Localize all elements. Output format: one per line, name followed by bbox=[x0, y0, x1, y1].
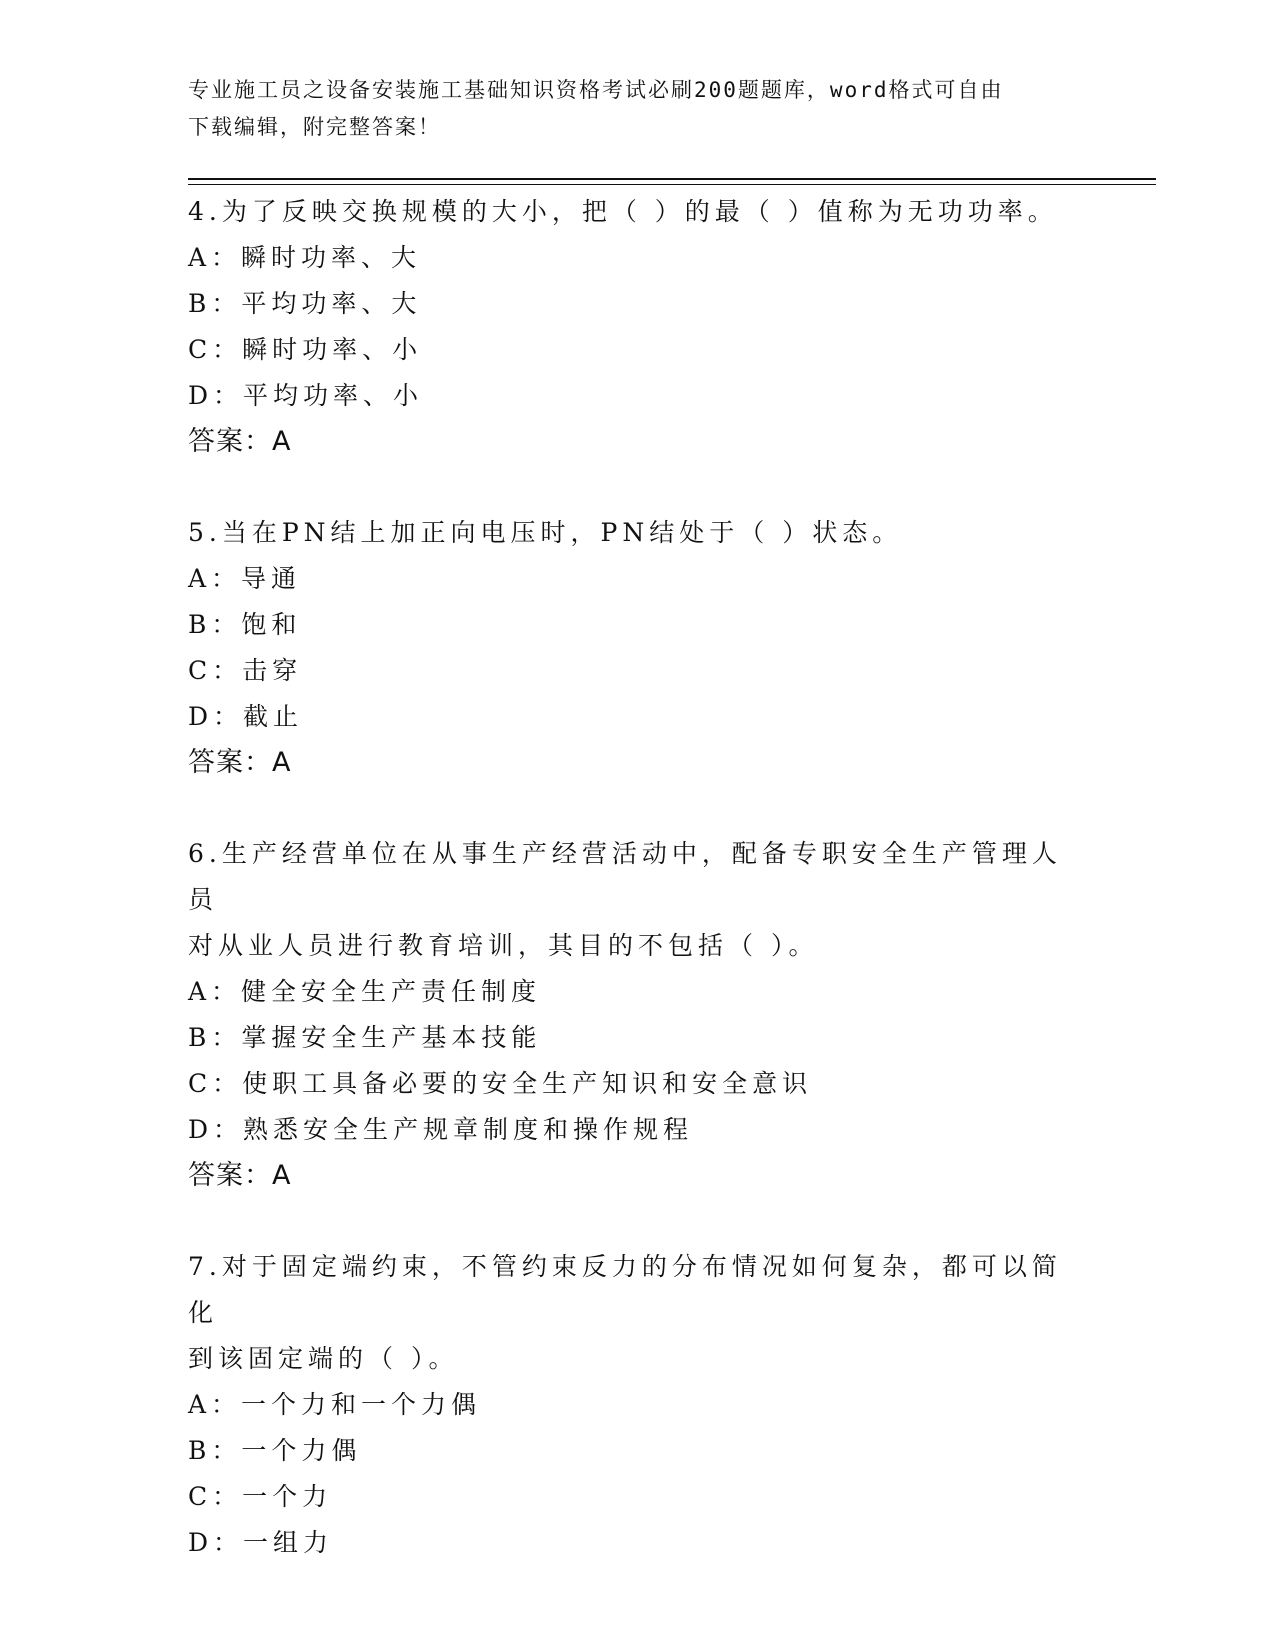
option-b: B：饱和 bbox=[188, 610, 302, 639]
header-divider-thick bbox=[188, 178, 1156, 180]
header-line-2: 下载编辑，附完整答案！ bbox=[188, 115, 441, 139]
document-header bbox=[188, 72, 1068, 146]
question-text: 5.当在PN结上加正向电压时，PN结处于（ ）状态。 bbox=[188, 518, 903, 547]
option-d: D：熟悉安全生产规章制度和操作规程 bbox=[188, 1115, 694, 1144]
option-c: C：一个力 bbox=[188, 1482, 333, 1511]
question-6 bbox=[188, 831, 1088, 1199]
question-4 bbox=[188, 189, 1088, 465]
option-a: A：健全安全生产责任制度 bbox=[188, 977, 542, 1006]
header-line-1: 专业施工员之设备安装施工基础知识资格考试必刷200题题库，word格式可自由 bbox=[188, 78, 1004, 102]
option-a: A：瞬时功率、大 bbox=[188, 243, 422, 272]
option-c: C：使职工具备必要的安全生产知识和安全意识 bbox=[188, 1069, 813, 1098]
answer: 答案：A bbox=[188, 1160, 292, 1191]
question-text-line-1: 7.对于固定端约束，不管约束反力的分布情况如何复杂，都可以简化 bbox=[188, 1252, 1062, 1327]
option-a: A：一个力和一个力偶 bbox=[188, 1390, 482, 1419]
question-5 bbox=[188, 510, 1088, 786]
option-b: B：掌握安全生产基本技能 bbox=[188, 1023, 542, 1052]
option-b: B：一个力偶 bbox=[188, 1436, 362, 1465]
question-text-line-1: 6.生产经营单位在从事生产经营活动中，配备专职安全生产管理人员 bbox=[188, 839, 1062, 914]
question-text: 4.为了反映交换规模的大小，把（ ）的最（ ）值称为无功功率。 bbox=[188, 197, 1058, 226]
option-d: D：截止 bbox=[188, 702, 304, 731]
question-text-line-2: 到该固定端的（ ）。 bbox=[188, 1344, 459, 1373]
option-a: A：导通 bbox=[188, 564, 302, 593]
question-list bbox=[188, 189, 1088, 1611]
option-d: D：平均功率、小 bbox=[188, 381, 424, 410]
header-divider-thin bbox=[188, 184, 1156, 185]
option-c: C：击穿 bbox=[188, 656, 303, 685]
answer: 答案：A bbox=[188, 747, 292, 778]
option-c: C：瞬时功率、小 bbox=[188, 335, 423, 364]
option-b: B：平均功率、大 bbox=[188, 289, 422, 318]
answer: 答案：A bbox=[188, 426, 292, 457]
question-7 bbox=[188, 1244, 1088, 1566]
question-text-line-2: 对从业人员进行教育培训，其目的不包括（ ）。 bbox=[188, 931, 819, 960]
option-d: D：一组力 bbox=[188, 1528, 334, 1557]
